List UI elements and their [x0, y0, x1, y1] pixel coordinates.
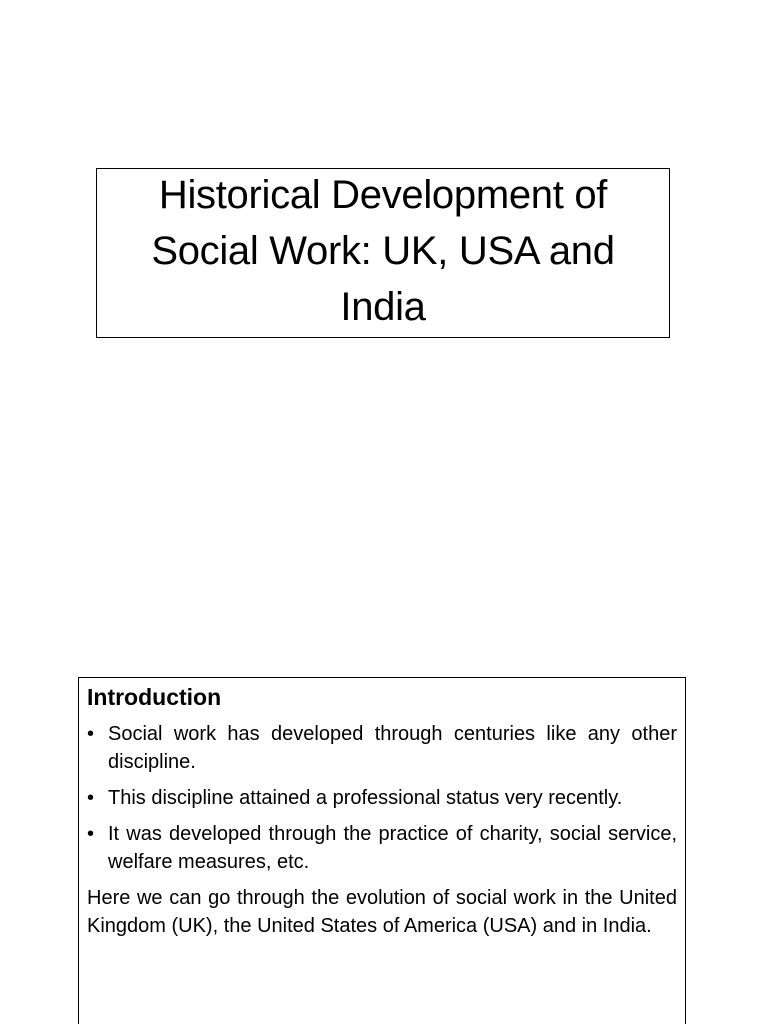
- bullet-text: This discipline attained a professional status very recently.: [108, 787, 623, 809]
- bullet-icon: •: [87, 723, 95, 745]
- introduction-slide: [0, 640, 768, 1024]
- bullet-item: [87, 720, 677, 776]
- bullet-list: [87, 720, 677, 876]
- bullet-text: Social work has developed through centuries like any other discipline.: [108, 723, 677, 773]
- bullet-icon: •: [87, 787, 95, 809]
- bullet-item: [87, 784, 677, 812]
- title-box: [96, 168, 670, 338]
- bullet-icon: •: [87, 823, 95, 845]
- section-heading: Introduction: [87, 684, 222, 710]
- intro-paragraph: Here we can go through the evolution of social work in the United Kingdom (UK), the United States of America (USA) and in India.: [87, 887, 677, 937]
- bullet-text: It was developed through the practice of charity, social service, welfare measures, etc.: [108, 823, 677, 873]
- slide-title: Historical Development of Social Work: UK, USA and India: [151, 173, 615, 329]
- bullet-item: [87, 820, 677, 876]
- content-box: [78, 677, 686, 1024]
